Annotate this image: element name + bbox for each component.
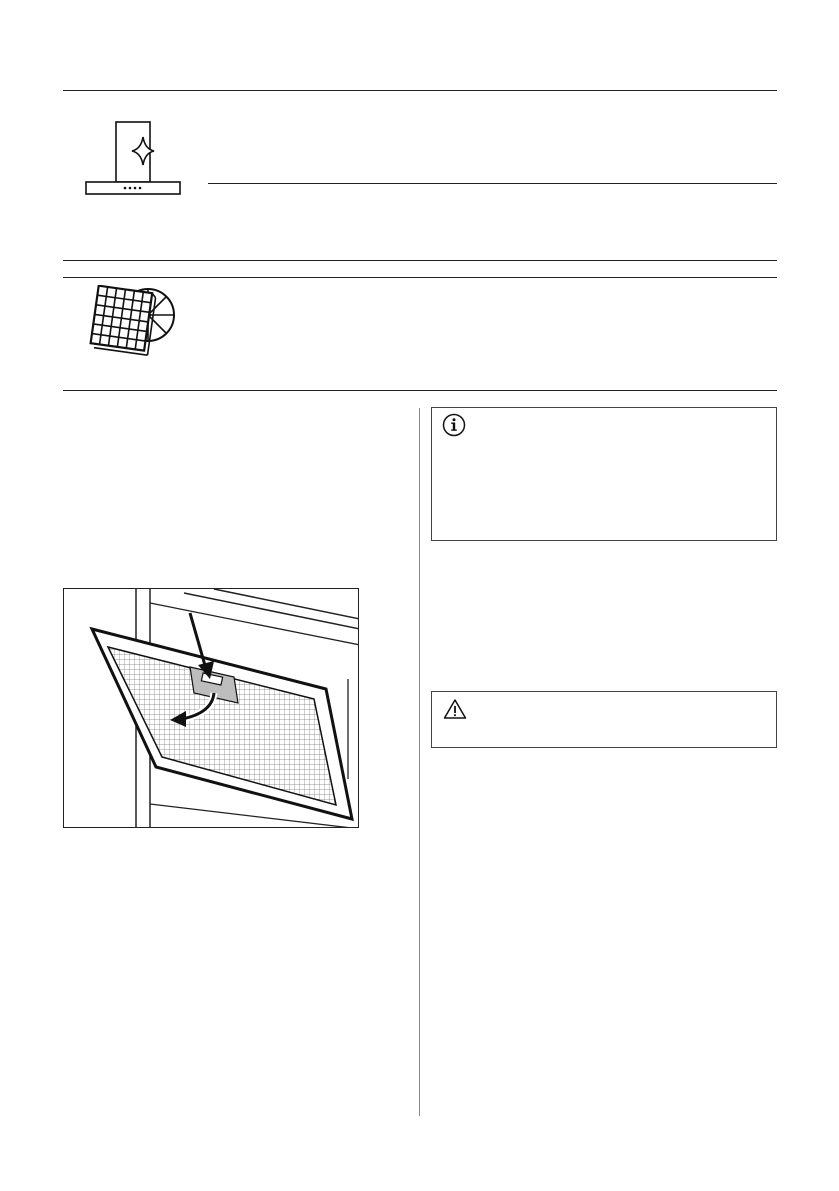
section2-end-rule — [63, 390, 777, 391]
section2-rule-bottom — [63, 277, 777, 278]
section1-inner-rule — [208, 183, 777, 184]
info-icon — [442, 413, 466, 437]
grease-filter-and-carbon-filter-icon — [80, 285, 180, 357]
warning-note-box — [431, 691, 777, 748]
column-divider — [419, 408, 420, 1116]
hood-sparkle-icon — [84, 120, 182, 196]
top-rule — [63, 90, 777, 91]
section2-rule-top — [63, 260, 777, 261]
warning-triangle-icon — [443, 698, 467, 720]
grease-filter-removal-illustration — [63, 588, 359, 828]
info-note-box — [431, 407, 777, 541]
